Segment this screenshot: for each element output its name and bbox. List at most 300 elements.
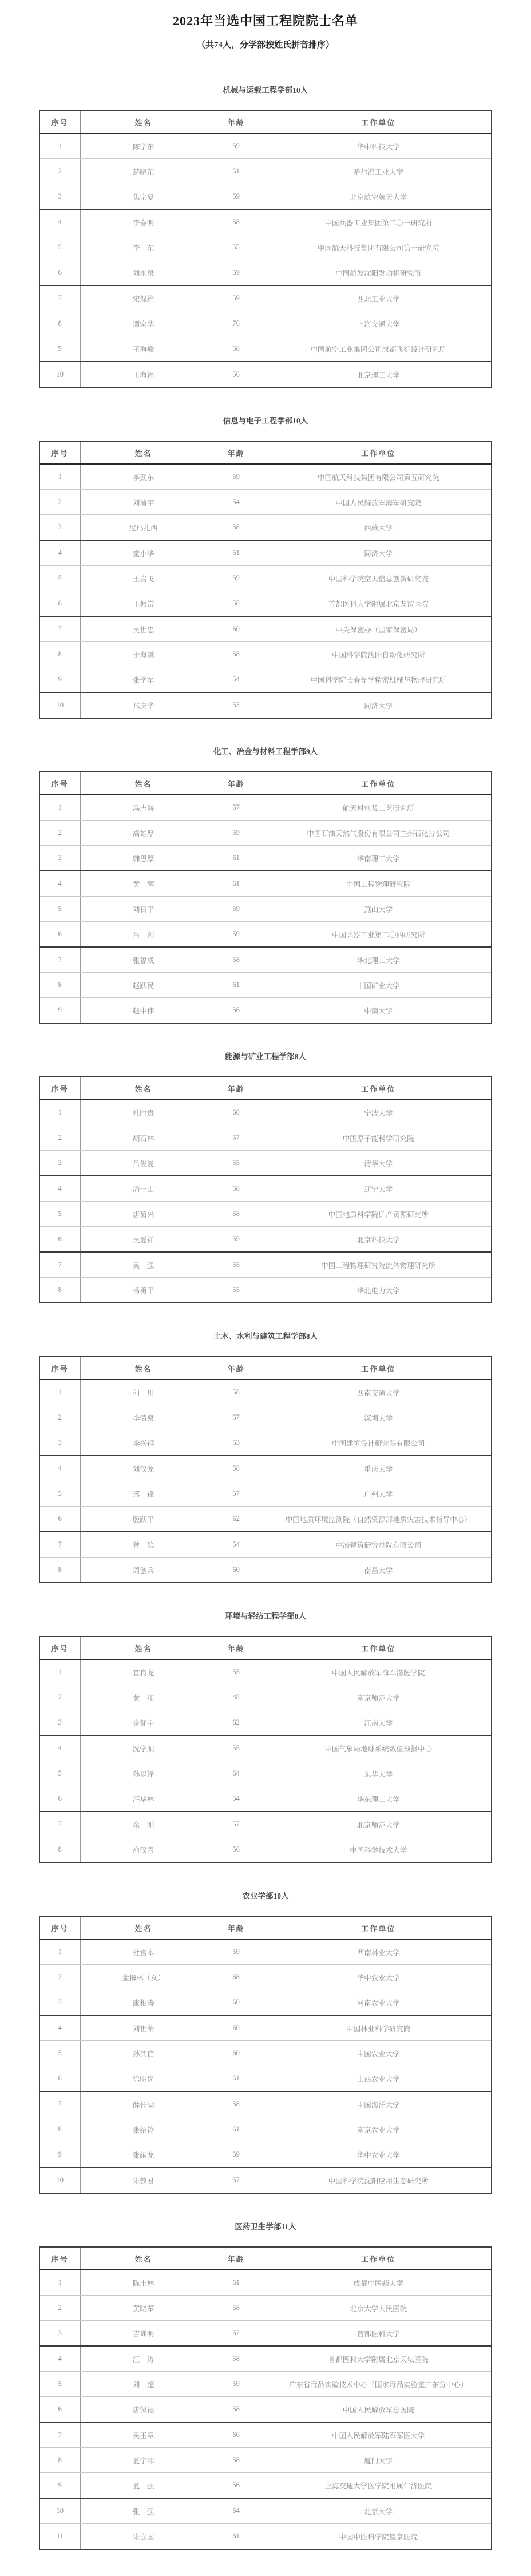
table-row <box>39 1990 492 2016</box>
table-row <box>39 515 492 541</box>
header-cell-index: 序号 <box>39 1357 80 1380</box>
table-row <box>39 667 492 693</box>
cell-name: 徐明岗 <box>80 2066 207 2092</box>
cell-age: 53 <box>207 1430 266 1456</box>
cell-age: 58 <box>207 591 266 617</box>
cell-name: 宋保维 <box>80 286 207 311</box>
cell-unit: 首都医科大学附属北京天坛医院 <box>266 2346 492 2372</box>
header-cell-name: 姓名 <box>80 441 207 464</box>
cell-index: 7 <box>39 2091 80 2117</box>
cell-age: 59 <box>207 260 266 286</box>
cell-name: 吕 剑 <box>80 922 207 948</box>
cell-unit: 辽宁大学 <box>266 1176 492 1202</box>
section-title: 土木、水利与建筑工程学部8人 <box>213 1332 318 1341</box>
table-row <box>39 2422 492 2448</box>
header-cell-age: 年龄 <box>207 1636 266 1659</box>
cell-unit: 燕山大学 <box>266 897 492 922</box>
cell-unit: 中国航天科技集团有限公司第一研究院 <box>266 235 492 260</box>
header-cell-name: 姓名 <box>80 1636 207 1659</box>
header-cell-age: 年龄 <box>207 1077 266 1100</box>
cell-unit: 中国兵器工业集团第二〇一研究所 <box>266 209 492 235</box>
cell-index: 6 <box>39 2066 80 2092</box>
table-row <box>39 2142 492 2168</box>
cell-age: 59 <box>207 2372 266 2397</box>
cell-unit: 华北理工大学 <box>266 947 492 973</box>
cell-age: 55 <box>207 1735 266 1761</box>
header-cell-index: 序号 <box>39 1916 80 1939</box>
cell-index: 9 <box>39 667 80 693</box>
cell-unit: 中国工程物理研究院流体物理研究所 <box>266 1252 492 1278</box>
cell-age: 48 <box>207 1685 266 1710</box>
table-row <box>39 2041 492 2066</box>
table-row <box>39 1659 492 1685</box>
cell-unit: 中国气象局地球系统数值预报中心 <box>266 1735 492 1761</box>
cell-name: 赵中伟 <box>80 998 207 1024</box>
cell-age: 58 <box>207 2397 266 2423</box>
cell-age: 60 <box>207 2422 266 2448</box>
cell-age: 58 <box>207 2091 266 2117</box>
cell-index: 10 <box>39 692 80 718</box>
cell-age: 58 <box>207 2346 266 2372</box>
cell-index: 5 <box>39 2372 80 2397</box>
cell-name: 于海斌 <box>80 642 207 667</box>
cell-name: 江 涛 <box>80 2346 207 2372</box>
table-row <box>39 540 492 566</box>
table-row <box>39 566 492 591</box>
cell-name: 张 强 <box>80 2498 207 2524</box>
table-row <box>39 2524 492 2550</box>
table-header-row <box>39 2247 492 2270</box>
cell-unit: 西北工业大学 <box>266 286 492 311</box>
section-title: 环境与轻纺工程学部8人 <box>225 1612 306 1620</box>
cell-index: 8 <box>39 1837 80 1863</box>
cell-unit: 西南林业大学 <box>266 1939 492 1965</box>
cell-age: 54 <box>207 1786 266 1812</box>
cell-age: 60 <box>207 2041 266 2066</box>
table-row <box>39 2473 492 2499</box>
cell-unit: 中国科学院沈阳应用生态研究所 <box>266 2167 492 2193</box>
cell-index: 1 <box>39 133 80 159</box>
cell-unit: 中国兵器工业第二〇四研究所 <box>266 922 492 948</box>
cell-unit: 南京农业大学 <box>266 2117 492 2142</box>
cell-name: 孙其信 <box>80 2041 207 2066</box>
table-row <box>39 2091 492 2117</box>
cell-age: 56 <box>207 998 266 1024</box>
cell-index: 2 <box>39 1965 80 1990</box>
table-header-row <box>39 1916 492 1939</box>
cell-index: 5 <box>39 566 80 591</box>
table-row <box>39 2270 492 2296</box>
table-row <box>39 1278 492 1303</box>
cell-index: 5 <box>39 1761 80 1786</box>
cell-index: 8 <box>39 973 80 998</box>
cell-name: 高雄厚 <box>80 821 207 846</box>
cell-unit: 中国人民解放军陆军军医大学 <box>266 2422 492 2448</box>
cell-unit: 广东省毒品实验技术中心（国家毒品实验室广东分中心） <box>266 2372 492 2397</box>
header-cell-index: 序号 <box>39 1636 80 1659</box>
cell-index: 3 <box>39 1151 80 1176</box>
cell-age: 58 <box>207 1380 266 1405</box>
academicians-table <box>39 441 492 719</box>
cell-unit: 西藏大学 <box>266 515 492 541</box>
table-header-row <box>39 1077 492 1100</box>
table-row <box>39 871 492 897</box>
cell-age: 58 <box>207 515 266 541</box>
cell-name: 吴 强 <box>80 1252 207 1278</box>
cell-index: 6 <box>39 1786 80 1812</box>
cell-age: 58 <box>207 642 266 667</box>
cell-index: 5 <box>39 1481 80 1507</box>
table-row <box>39 1430 492 1456</box>
cell-unit: 华中农业大学 <box>266 1965 492 1990</box>
cell-age: 57 <box>207 1812 266 1837</box>
table-row <box>39 2321 492 2347</box>
cell-name: 王海峰 <box>80 336 207 362</box>
cell-name: 潘一山 <box>80 1176 207 1202</box>
cell-unit: 广州大学 <box>266 1481 492 1507</box>
cell-name: 笪良龙 <box>80 1659 207 1685</box>
cell-name: 郑庆华 <box>80 692 207 718</box>
cell-unit: 南昌大学 <box>266 1558 492 1583</box>
cell-age: 57 <box>207 1405 266 1430</box>
cell-name: 刘世荣 <box>80 2015 207 2041</box>
cell-name: 孙以泽 <box>80 1761 207 1786</box>
department-section <box>0 414 531 719</box>
cell-unit: 中国地质环境监测院（自然资源部地质灾害技术指导中心） <box>266 1507 492 1532</box>
header-cell-index: 序号 <box>39 772 80 795</box>
cell-name: 唐佩福 <box>80 2397 207 2423</box>
department-section <box>0 1610 531 1863</box>
cell-age: 61 <box>207 871 266 897</box>
cell-index: 6 <box>39 1507 80 1532</box>
header-cell-age: 年龄 <box>207 772 266 795</box>
header-cell-index: 序号 <box>39 1077 80 1100</box>
cell-index: 2 <box>39 1405 80 1430</box>
cell-name: 金征宇 <box>80 1710 207 1736</box>
table-row <box>39 1507 492 1532</box>
cell-unit: 华中科技大学 <box>266 133 492 159</box>
cell-name: 刘永泉 <box>80 260 207 286</box>
table-row <box>39 1380 492 1405</box>
cell-age: 61 <box>207 159 266 184</box>
table-body <box>39 2270 492 2549</box>
cell-name: 李 东 <box>80 235 207 260</box>
cell-unit: 中国人民解放军海军潜艇学院 <box>266 1659 492 1685</box>
cell-age: 57 <box>207 2167 266 2193</box>
cell-name: 朱立国 <box>80 2524 207 2550</box>
table-header-row <box>39 772 492 795</box>
cell-unit: 航天材料及工艺研究所 <box>266 795 492 821</box>
cell-unit: 南京师范大学 <box>266 1685 492 1710</box>
cell-age: 60 <box>207 1558 266 1583</box>
cell-name: 刘汉龙 <box>80 1456 207 1481</box>
cell-unit: 中国农业大学 <box>266 2041 492 2066</box>
table-row <box>39 998 492 1024</box>
cell-age: 54 <box>207 490 266 515</box>
header-cell-unit: 工作单位 <box>266 2247 492 2270</box>
cell-name: 吴爱祥 <box>80 1227 207 1253</box>
cell-name: 曾 滨 <box>80 1532 207 1558</box>
cell-age: 68 <box>207 1965 266 1990</box>
cell-age: 59 <box>207 286 266 311</box>
table-row <box>39 1786 492 1812</box>
header-cell-age: 年龄 <box>207 110 266 133</box>
table-header-row <box>39 1636 492 1659</box>
cell-index: 8 <box>39 311 80 336</box>
cell-age: 55 <box>207 1252 266 1278</box>
cell-age: 60 <box>207 1100 266 1125</box>
table-body <box>39 795 492 1023</box>
cell-age: 61 <box>207 846 266 871</box>
cell-name: 张福成 <box>80 947 207 973</box>
header-cell-index: 序号 <box>39 110 80 133</box>
table-row <box>39 1456 492 1481</box>
cell-age: 59 <box>207 566 266 591</box>
table-row <box>39 591 492 617</box>
cell-index: 8 <box>39 2448 80 2473</box>
cell-index: 6 <box>39 2397 80 2423</box>
header-cell-age: 年龄 <box>207 1916 266 1939</box>
cell-unit: 中冶建筑研究总院有限公司 <box>266 1532 492 1558</box>
section-title: 医药卫生学部11人 <box>235 2222 296 2231</box>
cell-index: 3 <box>39 846 80 871</box>
cell-unit: 河南农业大学 <box>266 1990 492 2016</box>
cell-age: 58 <box>207 1202 266 1227</box>
cell-name: 胡石林 <box>80 1125 207 1151</box>
table-header-row <box>39 441 492 464</box>
cell-name: 唐菊兴 <box>80 1202 207 1227</box>
cell-name: 邢 锋 <box>80 1481 207 1507</box>
cell-unit: 中国矿业大学 <box>266 973 492 998</box>
table-row <box>39 846 492 871</box>
table-row <box>39 235 492 260</box>
cell-age: 61 <box>207 2524 266 2550</box>
cell-age: 62 <box>207 1507 266 1532</box>
cell-index: 2 <box>39 1685 80 1710</box>
department-section <box>0 2220 531 2550</box>
table-row <box>39 1761 492 1786</box>
cell-unit: 首都医科大学附属北京友谊医院 <box>266 591 492 617</box>
cell-age: 59 <box>207 1227 266 1253</box>
academicians-table <box>39 1076 492 1303</box>
header-cell-unit: 工作单位 <box>266 1916 492 1939</box>
table-row <box>39 1685 492 1710</box>
cell-age: 62 <box>207 1710 266 1736</box>
header-cell-name: 姓名 <box>80 772 207 795</box>
cell-age: 60 <box>207 2015 266 2041</box>
cell-unit: 上海交通大学 <box>266 311 492 336</box>
table-row <box>39 286 492 311</box>
cell-index: 9 <box>39 336 80 362</box>
cell-index: 5 <box>39 1202 80 1227</box>
table-row <box>39 973 492 998</box>
cell-age: 61 <box>207 973 266 998</box>
cell-index: 4 <box>39 1176 80 1202</box>
table-row <box>39 692 492 718</box>
header-cell-unit: 工作单位 <box>266 441 492 464</box>
cell-index: 2 <box>39 1125 80 1151</box>
academicians-table <box>39 1636 492 1863</box>
cell-unit: 中国科学院沈阳自动化研究所 <box>266 642 492 667</box>
cell-age: 56 <box>207 2473 266 2499</box>
table-row <box>39 2372 492 2397</box>
cell-index: 9 <box>39 998 80 1024</box>
header-cell-age: 年龄 <box>207 1357 266 1380</box>
table-body <box>39 133 492 387</box>
cell-name: 李兴钢 <box>80 1430 207 1456</box>
cell-index: 4 <box>39 871 80 897</box>
cell-unit: 中国林业科学研究院 <box>266 2015 492 2041</box>
cell-unit: 华东理工大学 <box>266 1786 492 1812</box>
cell-unit: 深圳大学 <box>266 1405 492 1430</box>
cell-name: 赫晓东 <box>80 159 207 184</box>
table-body <box>39 1939 492 2193</box>
cell-age: 58 <box>207 1176 266 1202</box>
cell-index: 5 <box>39 235 80 260</box>
section-title: 信息与电子工程学部10人 <box>223 417 308 425</box>
cell-name: 李清泉 <box>80 1405 207 1430</box>
cell-age: 58 <box>207 209 266 235</box>
academicians-table <box>39 1916 492 2194</box>
cell-unit: 厦门大学 <box>266 2448 492 2473</box>
cell-index: 8 <box>39 642 80 667</box>
cell-name: 王海福 <box>80 362 207 387</box>
cell-name: 汪华林 <box>80 1786 207 1812</box>
table-row <box>39 1176 492 1202</box>
cell-name: 吉训明 <box>80 2321 207 2347</box>
header-cell-unit: 工作单位 <box>266 1357 492 1380</box>
cell-unit: 北京科技大学 <box>266 1227 492 1253</box>
header-cell-index: 序号 <box>39 441 80 464</box>
cell-age: 59 <box>207 821 266 846</box>
sections-container <box>0 84 531 2550</box>
cell-name: 康相涛 <box>80 1990 207 2016</box>
cell-age: 64 <box>207 1761 266 1786</box>
table-row <box>39 464 492 490</box>
table-row <box>39 159 492 184</box>
cell-index: 7 <box>39 1812 80 1837</box>
header-cell-name: 姓名 <box>80 1077 207 1100</box>
table-row <box>39 616 492 642</box>
cell-name: 冯志海 <box>80 795 207 821</box>
cell-name: 黄晓军 <box>80 2296 207 2321</box>
cell-age: 58 <box>207 1456 266 1481</box>
cell-index: 9 <box>39 2142 80 2168</box>
cell-unit: 西南交通大学 <box>266 1380 492 1405</box>
table-row <box>39 1481 492 1507</box>
cell-name: 童小华 <box>80 540 207 566</box>
cell-unit: 同济大学 <box>266 540 492 566</box>
table-row <box>39 1125 492 1151</box>
table-row <box>39 490 492 515</box>
cell-name: 夏宁邵 <box>80 2448 207 2473</box>
table-row <box>39 1837 492 1863</box>
cell-name: 张绍铃 <box>80 2117 207 2142</box>
cell-name: 薛长湖 <box>80 2091 207 2117</box>
cell-age: 59 <box>207 1939 266 1965</box>
cell-unit: 中国中医科学院望京医院 <box>266 2524 492 2550</box>
cell-unit: 中国航天科技集团有限公司第五研究院 <box>266 464 492 490</box>
cell-age: 51 <box>207 540 266 566</box>
section-title: 能源与矿业工程学部8人 <box>225 1052 306 1061</box>
cell-name: 焦宗夏 <box>80 184 207 210</box>
cell-name: 杜时贵 <box>80 1100 207 1125</box>
cell-unit: 中国航发沈阳发动机研究所 <box>266 260 492 286</box>
cell-index: 4 <box>39 540 80 566</box>
table-row <box>39 362 492 387</box>
cell-name: 赵跃民 <box>80 973 207 998</box>
cell-name: 俞汉青 <box>80 1837 207 1863</box>
cell-index: 5 <box>39 897 80 922</box>
table-row <box>39 642 492 667</box>
cell-index: 2 <box>39 490 80 515</box>
cell-age: 76 <box>207 311 266 336</box>
cell-age: 56 <box>207 362 266 387</box>
cell-unit: 北京师范大学 <box>266 1812 492 1837</box>
cell-name: 殷跃平 <box>80 1507 207 1532</box>
cell-name: 韩恩厚 <box>80 846 207 871</box>
table-row <box>39 795 492 821</box>
header-cell-unit: 工作单位 <box>266 1636 492 1659</box>
cell-index: 3 <box>39 184 80 210</box>
cell-name: 尼玛扎西 <box>80 515 207 541</box>
table-row <box>39 2066 492 2092</box>
cell-unit: 宁波大学 <box>266 1100 492 1125</box>
table-row <box>39 336 492 362</box>
cell-unit: 中国人民解放军海军研究院 <box>266 490 492 515</box>
cell-age: 58 <box>207 336 266 362</box>
cell-unit: 同济大学 <box>266 692 492 718</box>
cell-name: 张献龙 <box>80 2142 207 2168</box>
cell-name: 刘清宇 <box>80 490 207 515</box>
cell-unit: 中国人民解放军总医院 <box>266 2397 492 2423</box>
cell-age: 56 <box>207 1837 266 1863</box>
department-section <box>0 1050 531 1303</box>
cell-age: 59 <box>207 922 266 948</box>
header-cell-name: 姓名 <box>80 1357 207 1380</box>
cell-name: 李劲东 <box>80 464 207 490</box>
cell-index: 1 <box>39 795 80 821</box>
cell-name: 金梅林（女） <box>80 1965 207 1990</box>
cell-unit: 首都医科大学 <box>266 2321 492 2347</box>
cell-unit: 北京理工大学 <box>266 362 492 387</box>
cell-age: 60 <box>207 1990 266 2016</box>
cell-name: 吴玉章 <box>80 2422 207 2448</box>
table-row <box>39 2167 492 2193</box>
cell-age: 52 <box>207 2321 266 2347</box>
table-row <box>39 1735 492 1761</box>
cell-unit: 华中农业大学 <box>266 2142 492 2168</box>
cell-unit: 中国石油天然气股份有限公司兰州石化分公司 <box>266 821 492 846</box>
cell-index: 11 <box>39 2524 80 2550</box>
cell-index: 7 <box>39 286 80 311</box>
cell-age: 58 <box>207 2296 266 2321</box>
cell-name: 夏 强 <box>80 2473 207 2499</box>
table-row <box>39 311 492 336</box>
table-row <box>39 897 492 922</box>
cell-name: 黄 和 <box>80 1685 207 1710</box>
cell-unit: 中国原子能科学研究院 <box>266 1125 492 1151</box>
cell-age: 59 <box>207 464 266 490</box>
department-section <box>0 745 531 1024</box>
cell-index: 7 <box>39 1532 80 1558</box>
table-row <box>39 260 492 286</box>
cell-age: 54 <box>207 1532 266 1558</box>
cell-age: 58 <box>207 2448 266 2473</box>
table-row <box>39 1100 492 1125</box>
cell-index: 10 <box>39 2498 80 2524</box>
department-section <box>0 1889 531 2194</box>
